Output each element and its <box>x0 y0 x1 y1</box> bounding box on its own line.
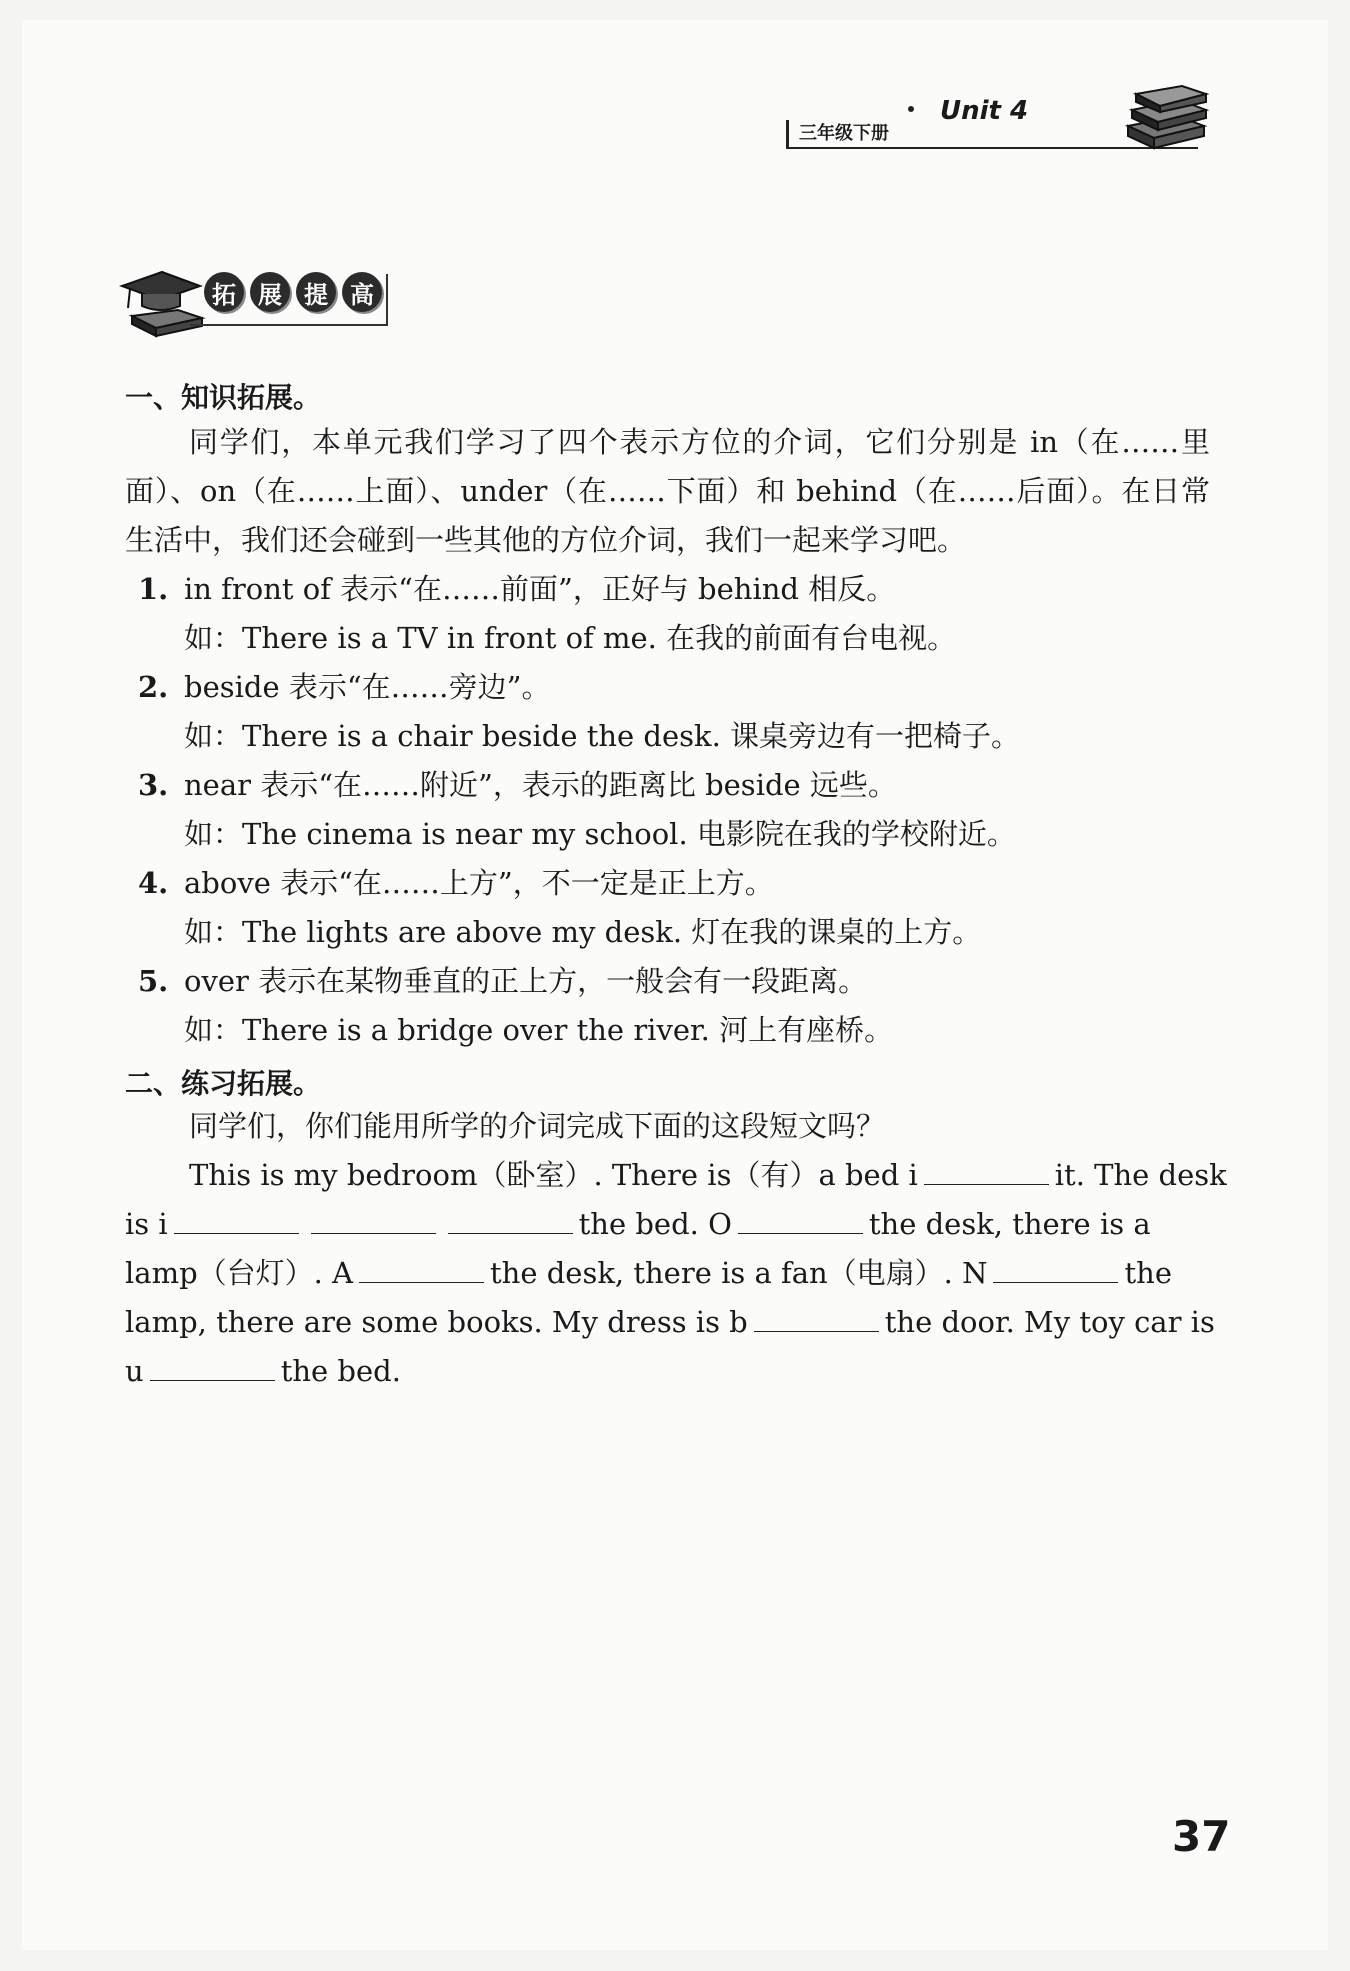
exercise-line <box>125 1249 1210 1298</box>
item-text: beside 表示“在……旁边”。 <box>184 670 551 704</box>
exercise-line <box>125 1298 1215 1347</box>
item-number: 3. <box>138 768 169 802</box>
line-text: the bed. <box>280 1354 401 1388</box>
line-text: u <box>125 1354 144 1388</box>
item-text: in front of 表示“在……前面”，正好与 behind 相反。 <box>184 572 896 606</box>
list-item <box>138 565 895 614</box>
answer-blank[interactable] <box>738 1209 863 1234</box>
line-text: lamp, there are some books. My dress is b <box>125 1305 748 1339</box>
line-text: This is my bedroom（卧室）. There is（有）a bed i <box>189 1158 918 1192</box>
line-text: the desk, there is a fan（电扇）. N <box>490 1256 988 1290</box>
line-text: is i <box>125 1207 168 1241</box>
answer-blank[interactable] <box>448 1209 573 1234</box>
grade-label: 三年级下册 <box>786 120 897 147</box>
answer-blank[interactable] <box>754 1307 879 1332</box>
item-number: 5. <box>138 964 169 998</box>
banner-char: 拓 <box>204 272 244 312</box>
line-text: the <box>1124 1256 1172 1290</box>
list-item <box>138 761 897 810</box>
line-text: the desk, there is a <box>868 1207 1151 1241</box>
banner-char: 提 <box>296 272 336 312</box>
item-example: 如：There is a chair beside the desk. 课桌旁边有一把椅子。 <box>184 719 1021 753</box>
line-text: the door. My toy car is <box>884 1305 1215 1339</box>
item-example: 如：The cinema is near my school. 电影院在我的学校附近。 <box>184 817 1016 851</box>
list-item <box>138 663 550 712</box>
list-item <box>138 859 774 908</box>
item-example: 如：There is a bridge over the river. 河上有座桥。 <box>184 1013 894 1047</box>
answer-blank[interactable] <box>359 1258 484 1283</box>
answer-blank[interactable] <box>311 1209 436 1234</box>
item-text: near 表示“在……附近”，表示的距离比 beside 远些。 <box>184 768 897 802</box>
banner-char: 高 <box>342 272 382 312</box>
item-text: over 表示在某物垂直的正上方，一般会有一段距离。 <box>184 964 868 998</box>
section-banner <box>204 272 382 312</box>
line-text: it. The desk <box>1054 1158 1227 1192</box>
section1-title: 一、知识拓展。 <box>125 381 322 414</box>
section1-intro <box>125 418 1210 565</box>
header-dot <box>908 106 914 112</box>
banner-char: 展 <box>250 272 290 312</box>
item-number: 2. <box>138 670 169 704</box>
list-item <box>138 957 867 1006</box>
item-text: above 表示“在……上方”，不一定是正上方。 <box>184 866 774 900</box>
item-example: 如：The lights are above my desk. 灯在我的课桌的上方。 <box>184 915 982 949</box>
exercise-line <box>125 1347 1210 1396</box>
section2-intro: 同学们，你们能用所学的介词完成下面的这段短文吗？ <box>189 1109 886 1143</box>
section2-title: 二、练习拓展。 <box>125 1067 322 1100</box>
item-number: 1. <box>138 572 169 606</box>
page-number: 37 <box>1172 1812 1231 1861</box>
unit-label: Unit 4 <box>940 96 1029 126</box>
exercise-line <box>125 1200 1210 1249</box>
intro-paragraph: 同学们，本单元我们学习了四个表示方位的介词，它们分别是 in（在……里面）、on（在……上面）、under（在……下面）和 behind（在……后面）。在日常生活中，我们还会碰到一些其他的方位介词，我们一起来学习吧。 <box>125 425 1210 557</box>
item-example: 如：There is a TV in front of me. 在我的前面有台电视。 <box>184 621 957 655</box>
answer-blank[interactable] <box>924 1160 1049 1185</box>
exercise-line <box>125 1151 1227 1200</box>
line-text: lamp（台灯）. A <box>125 1256 354 1290</box>
answer-blank[interactable] <box>993 1258 1118 1283</box>
line-text: the bed. O <box>578 1207 732 1241</box>
answer-blank[interactable] <box>174 1209 299 1234</box>
books-icon <box>1120 82 1210 154</box>
item-number: 4. <box>138 866 169 900</box>
answer-blank[interactable] <box>150 1356 275 1381</box>
